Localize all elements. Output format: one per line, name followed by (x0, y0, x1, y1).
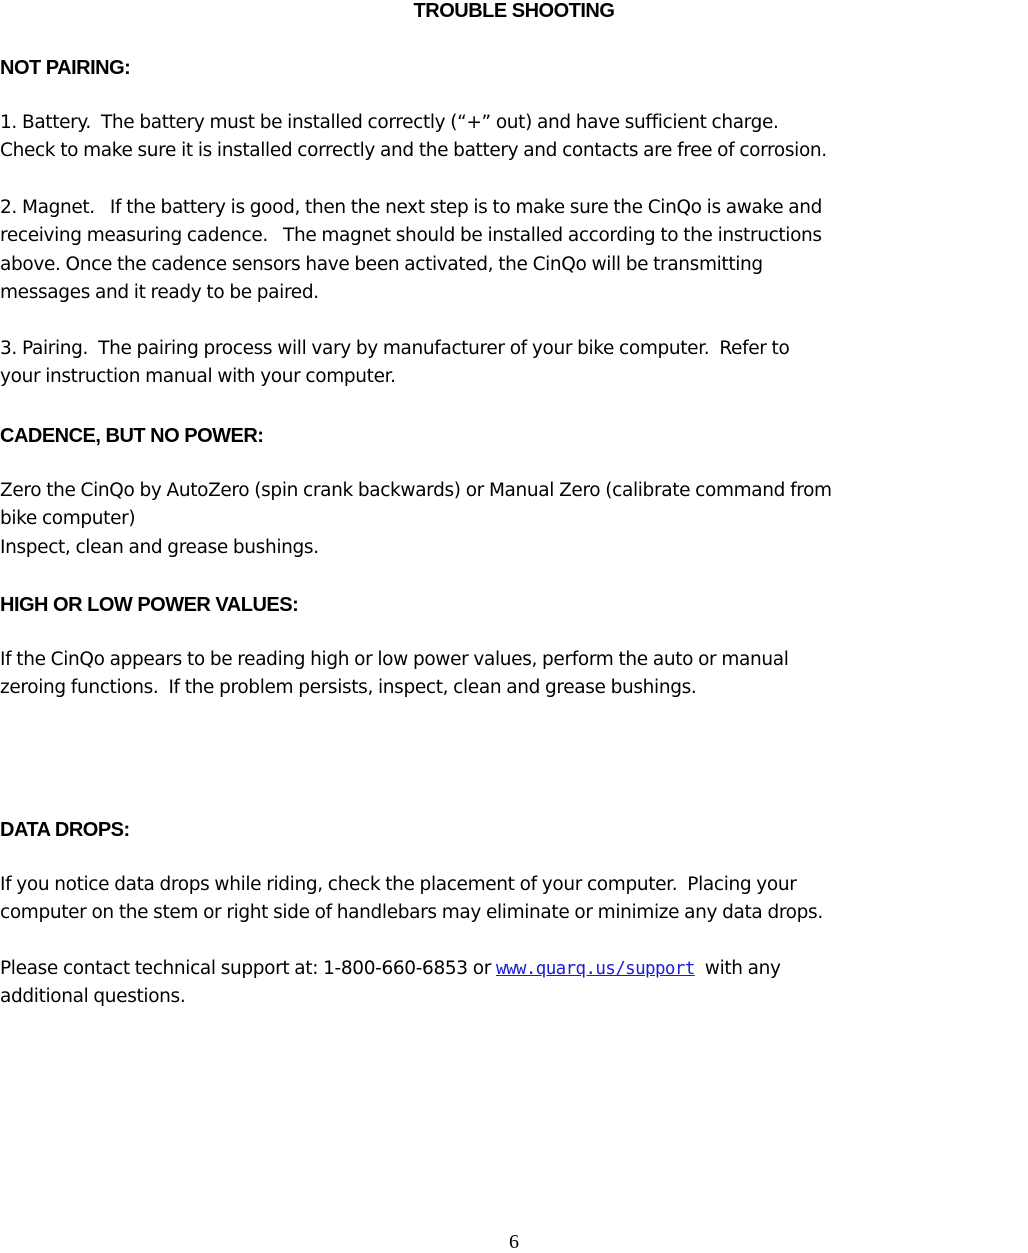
paragraph-line: 2. Magnet. If the battery is good, then the next step is to make sure the CinQo is awake and (0, 197, 823, 218)
paragraph-line: 1. Battery. The battery must be installed correctly (“+” out) and have sufficient charge. (0, 112, 779, 133)
contact-text-after: with any (694, 958, 781, 979)
cadence-no-power-paragraph (0, 477, 1028, 562)
paragraph-line (0, 955, 1028, 983)
paragraph-line: receiving measuring cadence. The magnet should be installed according to the instructions (0, 225, 822, 247)
paragraph-line: If you notice data drops while riding, check the placement of your computer. Placing your (0, 874, 797, 895)
paragraph-line: your instruction manual with your computer. (0, 366, 396, 388)
battery-paragraph (0, 109, 1028, 166)
contact-paragraph (0, 955, 1028, 1012)
paragraph-line: messages and it ready to be paired. (0, 281, 319, 303)
page-title: TROUBLE SHOOTING (413, 0, 615, 22)
page-number: 6 (509, 1231, 519, 1253)
paragraph-line: above. Once the cadence sensors have been activated, the CinQo will be transmitting (0, 253, 763, 275)
section-heading-not-pairing: NOT PAIRING: (0, 57, 131, 79)
section-heading-cadence-no-power: CADENCE, BUT NO POWER: (0, 425, 264, 447)
paragraph-line: Check to make sure it is installed correctly and the battery and contacts are free of corrosion. (0, 140, 827, 162)
paragraph-line: Zero the CinQo by AutoZero (spin crank backwards) or Manual Zero (calibrate command from (0, 480, 832, 501)
paragraph-line: Inspect, clean and grease bushings. (0, 536, 319, 558)
section-heading-data-drops: DATA DROPS: (0, 819, 130, 841)
data-drops-paragraph (0, 871, 1028, 928)
paragraph-line: 3. Pairing. The pairing process will vary by manufacturer of your bike computer. Refer to (0, 338, 790, 359)
paragraph-line: bike computer) (0, 508, 136, 530)
magnet-paragraph (0, 194, 1028, 307)
support-link[interactable]: www.quarq.us/support (496, 959, 695, 979)
section-heading-high-low-power: HIGH OR LOW POWER VALUES: (0, 594, 299, 616)
pairing-paragraph (0, 335, 1028, 392)
paragraph-line: computer on the stem or right side of handlebars may eliminate or minimize any data drops. (0, 902, 823, 924)
paragraph-line: If the CinQo appears to be reading high or low power values, perform the auto or manual (0, 649, 789, 670)
paragraph-line: zeroing functions. If the problem persists, inspect, clean and grease bushings. (0, 677, 697, 699)
contact-text: Please contact technical support at: 1-800-660-6853 or (0, 958, 497, 979)
paragraph-line: additional questions. (0, 986, 186, 1008)
high-low-power-paragraph (0, 646, 1028, 703)
